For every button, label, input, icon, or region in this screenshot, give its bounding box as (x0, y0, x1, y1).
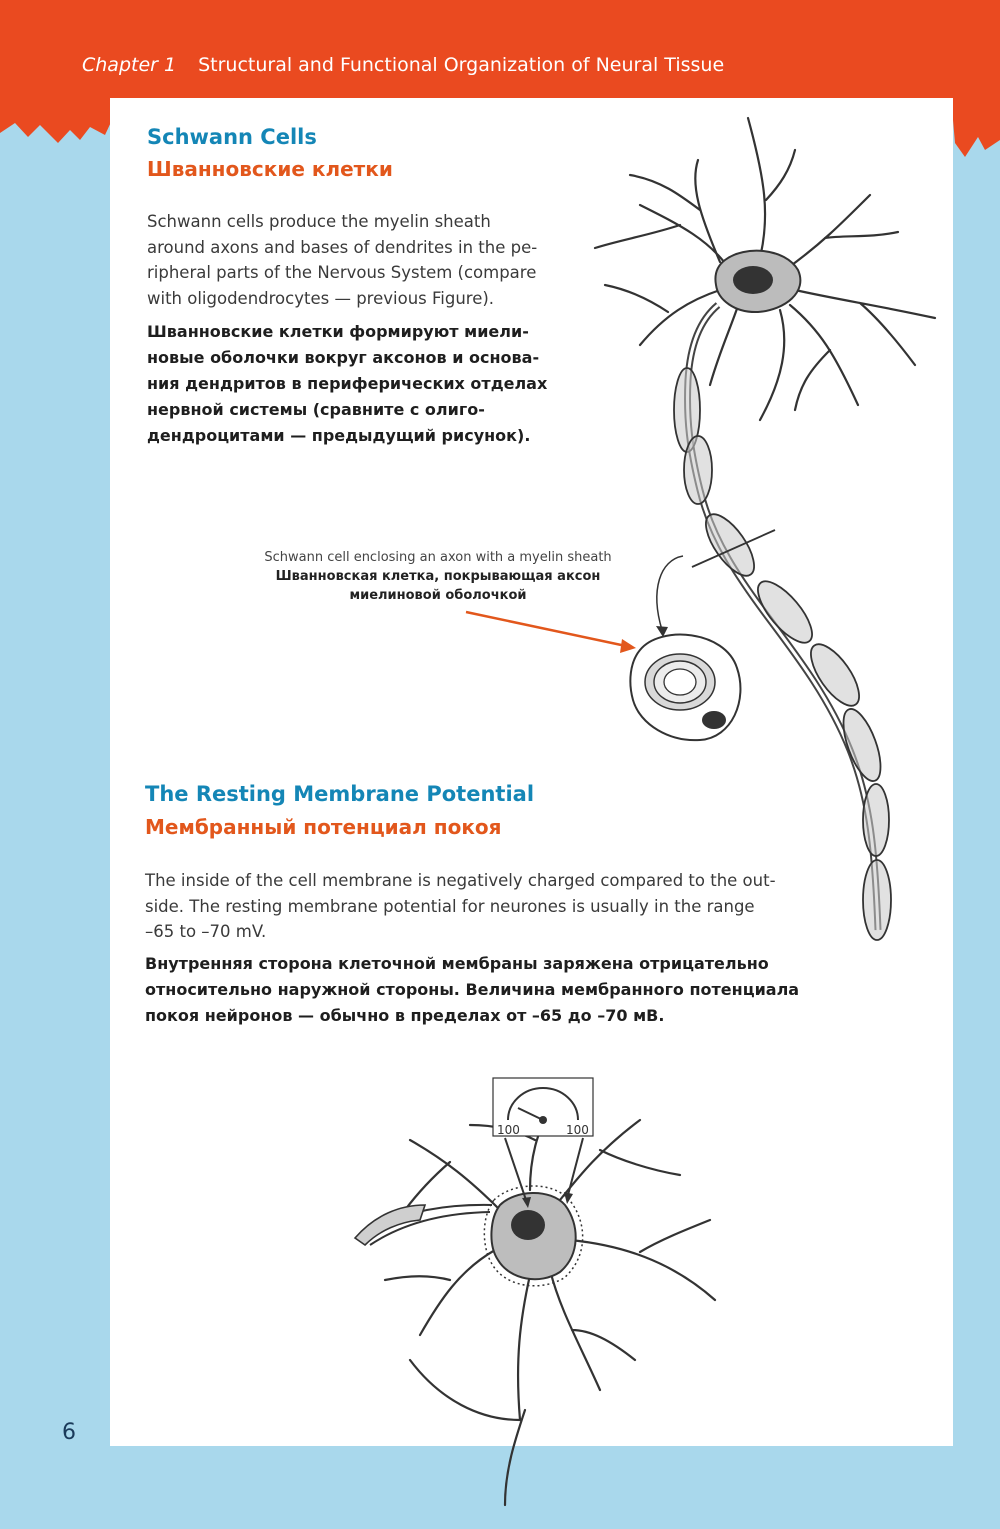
schwann-text-ru-line: Шванновские клетки формируют миели- (147, 322, 529, 341)
neuron2-dendrites (385, 1090, 715, 1505)
voltmeter-right-label: 100 (566, 1123, 589, 1137)
schwann-text-ru-line: новые оболочки вокруг аксонов и основа- (147, 348, 540, 367)
schwann-text-ru-line: нервной системы (сравните с олиго- (147, 400, 485, 419)
resting-title-ru: Мембранный потенциал покоя (145, 815, 502, 839)
chapter-label: Chapter 1 (82, 54, 177, 76)
neuron2-nucleus (511, 1210, 545, 1240)
voltmeter-pivot (539, 1116, 547, 1124)
resting-text-ru-line: относительно наружной стороны. Величина мембранного потенциала (145, 980, 800, 999)
resting-text-ru-line: покоя нейронов — обычно в пределах от –65 до –70 мВ. (145, 1006, 665, 1025)
schwann-title-ru: Шванновские клетки (147, 157, 393, 181)
electrode-outside (568, 1138, 583, 1195)
resting-title-en: The Resting Membrane Potential (145, 782, 535, 806)
resting-text-en-line: –65 to –70 mV. (145, 922, 267, 941)
neuron2-myelin (355, 1205, 425, 1245)
schwann-title-en: Schwann Cells (147, 125, 317, 149)
chapter-title: Structural and Functional Organization of Neural Tissue (198, 54, 725, 76)
resting-text-ru-line: Внутренняя сторона клеточной мембраны заряжена отрицательно (145, 954, 769, 973)
resting-text-en-line: side. The resting membrane potential for neurones is usually in the range (145, 896, 755, 916)
schwann-caption-ru-line: миелиновой оболочкой (349, 588, 527, 603)
resting-text-en-line: The inside of the cell membrane is negatively charged compared to the out- (145, 871, 776, 890)
schwann-text-ru-line: дендроцитами — предыдущий рисунок). (147, 426, 531, 445)
schwann-text-ru-line: ния дендритов в периферических отделах (147, 374, 548, 393)
schwann-text-en-line: Schwann cells produce the myelin sheath (147, 212, 491, 231)
schwann-caption-en: Schwann cell enclosing an axon with a myelin sheath (264, 550, 612, 565)
schwann-caption-ru-line: Шванновская клетка, покрывающая аксон (275, 569, 601, 584)
schwann-text-en-line: with oligodendrocytes — previous Figure). (147, 288, 495, 308)
schwann-text-en-line: ripheral parts of the Nervous System (compare (147, 263, 537, 282)
schwann-text-en-line: around axons and bases of dendrites in the pe- (147, 237, 538, 257)
voltmeter-left-label: 100 (497, 1123, 520, 1137)
page-number: 6 (62, 1420, 76, 1445)
electrode-inside (505, 1138, 526, 1200)
